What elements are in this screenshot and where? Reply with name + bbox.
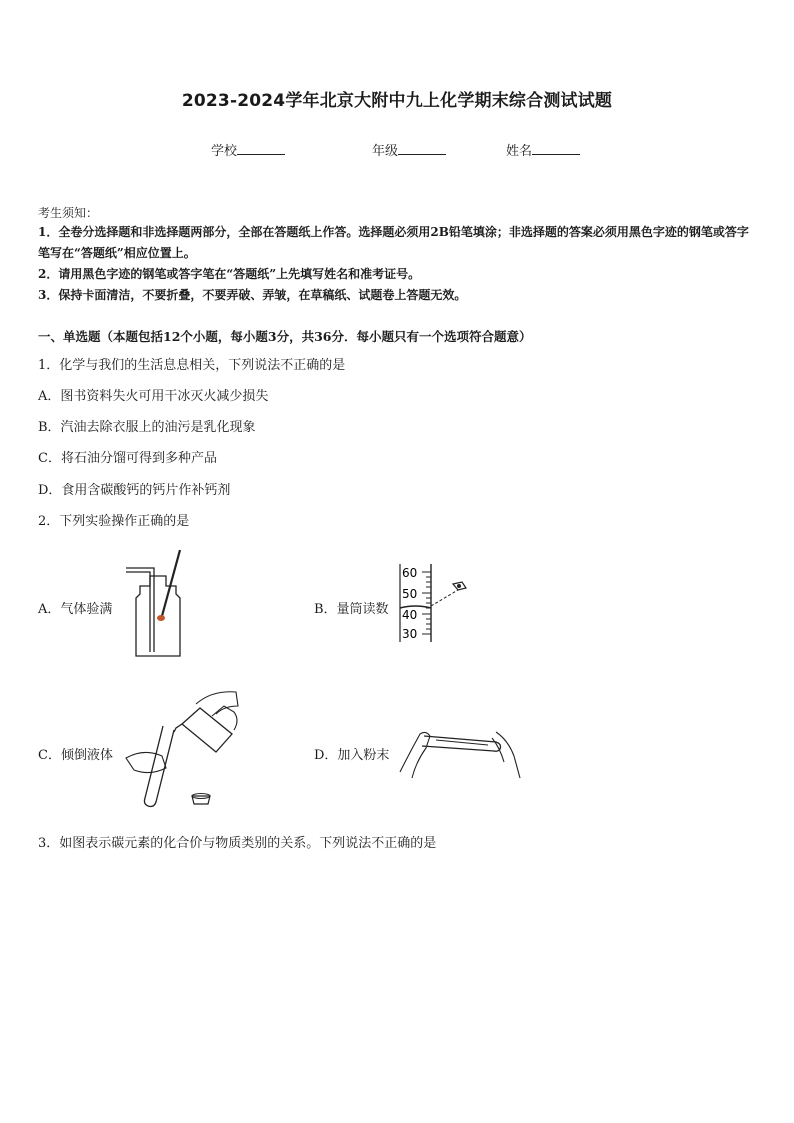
gas-full-test-figure	[118, 546, 198, 661]
cylinder-tick-60: 60	[402, 566, 418, 580]
cylinder-tick-30: 30	[402, 627, 418, 641]
notice-item-3: 3．保持卡面清洁，不要折叠，不要弄破、弄皱，在草稿纸、试题卷上答题无效。	[38, 288, 467, 302]
question-1-stem: 1．化学与我们的生活息息相关，下列说法不正确的是	[38, 358, 346, 373]
question-1-option-a: A．图书资料失火可用干冰灭火减少损失	[38, 389, 269, 404]
question-2-option-a: A．气体验满	[38, 602, 113, 617]
notice-heading: 考生须知：	[38, 206, 99, 220]
name-label: 姓名	[506, 144, 533, 159]
question-1-option-d: D．食用含碳酸钙的钙片作补钙剂	[38, 483, 231, 498]
question-2-option-c: C．倾倒液体	[38, 748, 113, 763]
name-blank	[532, 142, 580, 155]
cylinder-tick-50: 50	[402, 587, 418, 601]
name-field	[506, 140, 580, 159]
add-powder-figure	[396, 722, 522, 784]
school-field	[211, 140, 285, 159]
grade-field	[372, 140, 446, 159]
school-label: 学校	[211, 144, 238, 159]
section-heading: 一、单选题（本题包括12个小题，每小题3分，共36分．每小题只有一个选项符合题意）	[38, 329, 532, 344]
notice-item-1: 1．全卷分选择题和非选择题两部分，全部在答题纸上作答。选择题必须用2B铅笔填涂；非选择题的答案必须用黑色字迹的钢笔或答字笔写在“答题纸”相应位置上。	[38, 225, 749, 260]
question-3-stem: 3．如图表示碳元素的化合价与物质类别的关系。下列说法不正确的是	[38, 836, 437, 851]
question-2-option-b: B．量筒读数	[314, 602, 389, 617]
question-1-option-b: B．汽油去除衣服上的油污是乳化现象	[38, 420, 256, 435]
question-2-option-d: D．加入粉末	[314, 748, 390, 763]
grade-label: 年级	[372, 144, 399, 159]
school-blank	[237, 142, 285, 155]
question-2-stem: 2．下列实验操作正确的是	[38, 514, 190, 529]
pour-liquid-figure	[116, 686, 246, 810]
notice-item-2: 2．请用黑色字迹的钢笔或答字笔在“答题纸”上先填写姓名和准考证号。	[38, 267, 421, 281]
question-1-option-c: C．将石油分馏可得到多种产品	[38, 451, 217, 466]
grade-blank	[398, 142, 446, 155]
graduated-cylinder-figure	[398, 562, 478, 646]
cylinder-tick-40: 40	[402, 608, 418, 622]
page-title: 2023-2024学年北京大附中九上化学期末综合测试试题	[181, 91, 613, 111]
